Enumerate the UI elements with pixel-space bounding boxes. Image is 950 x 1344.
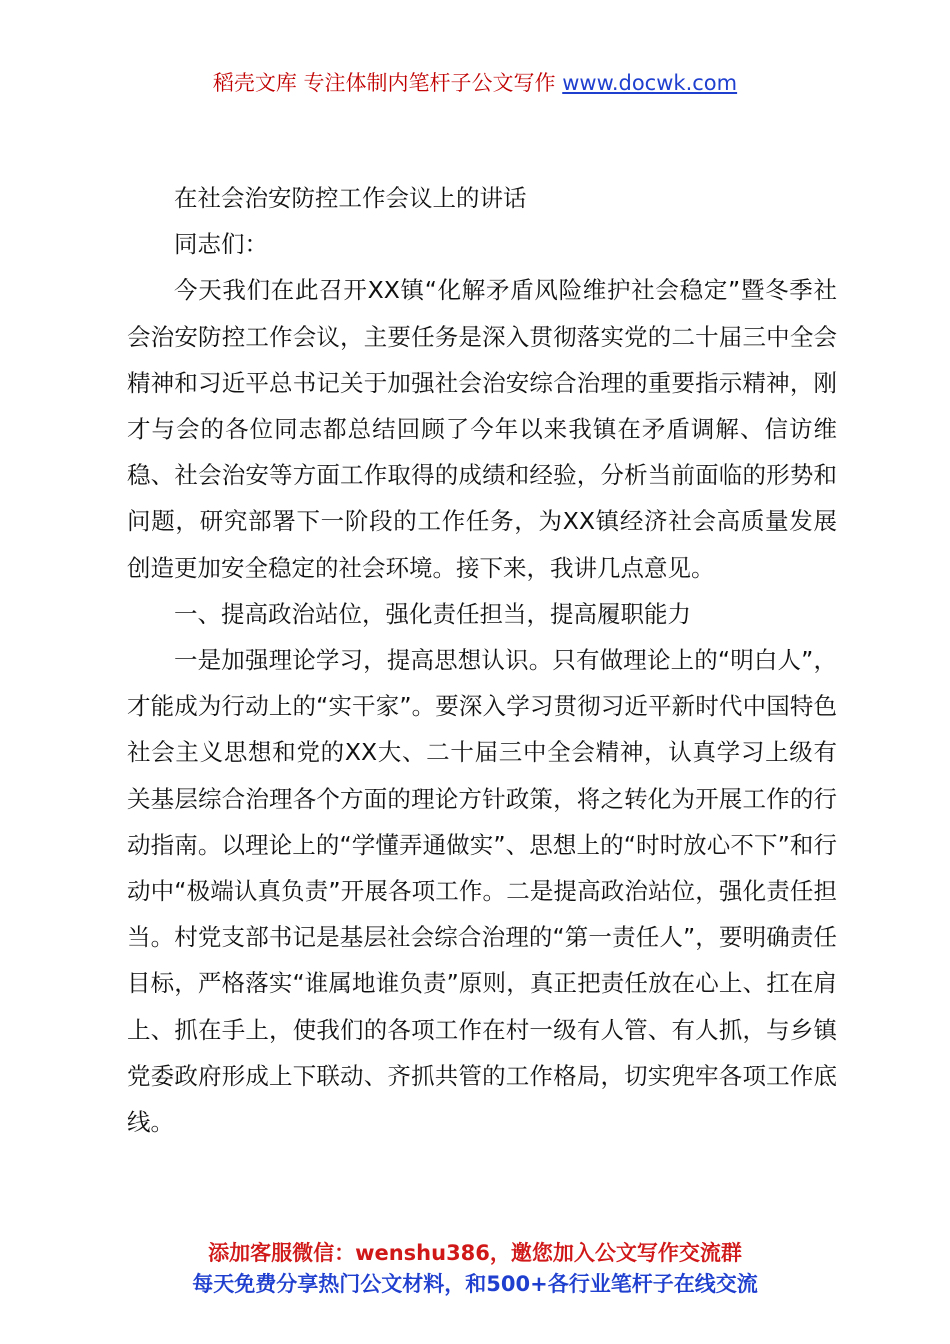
section-heading-1: 一、提高政治站位，强化责任担当，提高履职能力 [174,599,691,628]
paragraph-intro: 今天我们在此召开XX镇“化解矛盾风险维护社会稳定”暨冬季社会治安防控工作会议，主要任务是深入贯彻落实党的二十届三中全会精神和习近平总书记关于加强社会治安综合治理的重要指示精神，刚才与会的各位同志都总结回顾了今年以来我镇在矛盾调解、信访维稳、社会治安等方面工作取得的成绩和经验，分析当前面临的形势和问题，研究部署下一阶段的工作任务，为XX镇经济社会高质量发展创造更加安全稳定的社会环境。接下来，我讲几点意见。 [127,276,837,582]
document-title: 在社会治安防控工作会议上的讲话 [174,184,527,212]
header-text: 稻壳文库 专注体制内笔杆子公文写作 [212,71,563,95]
page-header [0,68,950,98]
footer-share-line: 每天免费分享热门公文材料，和500+各行业笔杆子在线交流 [192,1272,758,1296]
salutation: 同志们： [174,230,268,259]
paragraph-section-1: 一是加强理论学习，提高思想认识。只有做理论上的“明白人”，才能成为行动上的“实干家”。要深入学习贯彻习近平新时代中国特色社会主义思想和党的XX大、二十届三中全会精神，认真学习上级有关基层综合治理各个方面的理论方针政策，将之转化为开展工作的行动指南。以理论上的“学懂弄通做实”、思想上的“时时放心不下”和行动中“极端认真负责”开展各项工作。二是提高政治站位，强化责任担当。村党支部书记是基层社会综合治理的“第一责任人”，要明确责任目标，严格落实“谁属地谁负责”原则，真正把责任放在心上、扛在肩上、抓在手上，使我们的各项工作在村一级有人管、有人抓，与乡镇党委政府形成上下联动、齐抓共管的工作格局，切实兜牢各项工作底线。 [127,646,837,1137]
document-body [127,175,837,1145]
site-link[interactable]: www.docwk.com [562,71,738,95]
footer-wechat-line: 添加客服微信：wenshu386，邀您加入公文写作交流群 [208,1241,742,1265]
page-footer [0,1238,950,1300]
